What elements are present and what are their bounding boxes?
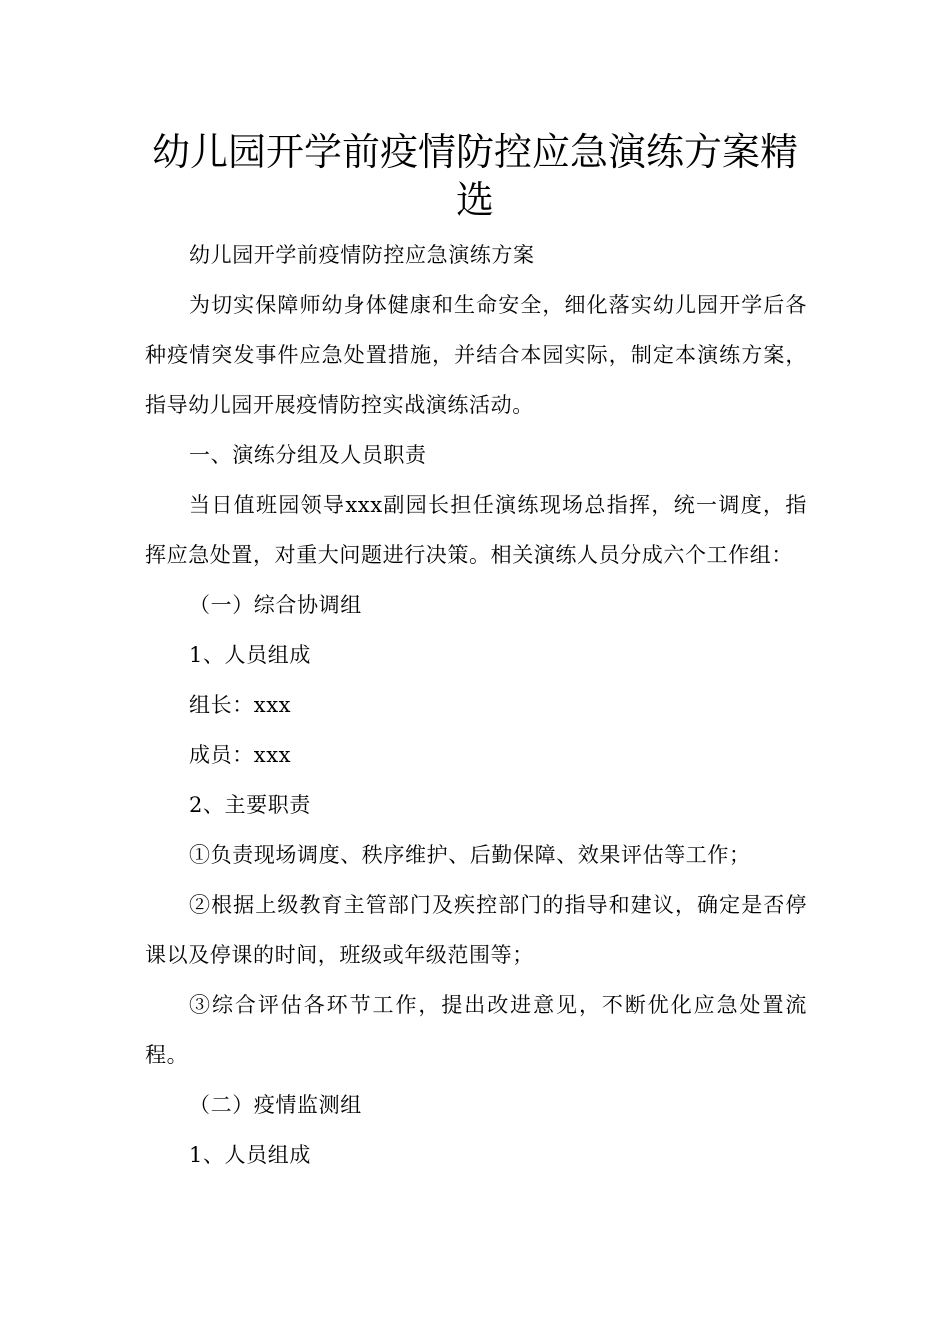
group-heading: （二）疫情监测组	[189, 1093, 362, 1117]
paragraph-subtitle: 幼儿园开学前疫情防控应急演练方案	[189, 243, 535, 267]
duty-item: ②根据上级教育主管部门及疾控部门的指导和建议，确定是否停课以及停课的时间，班级或年级范围等；	[145, 893, 807, 967]
item-heading: 1、人员组成	[189, 643, 311, 667]
paragraph-command: 当日值班园领导xxx副园长担任演练现场总指挥，统一调度，指挥应急处置，对重大问题进行决策。相关演练人员分成六个工作组：	[145, 493, 807, 567]
group-heading: （一）综合协调组	[189, 593, 362, 617]
leader-line: 组长：xxx	[189, 693, 292, 717]
item-heading: 2、主要职责	[189, 793, 311, 817]
duty-item: ①负责现场调度、秩序维护、后勤保障、效果评估等工作；	[189, 843, 751, 867]
duty-item: ③综合评估各环节工作，提出改进意见，不断优化应急处置流程。	[145, 993, 807, 1067]
item-heading: 1、人员组成	[189, 1143, 311, 1167]
document-body	[145, 230, 807, 1180]
section-heading: 一、演练分组及人员职责	[189, 443, 427, 467]
member-line: 成员：xxx	[189, 743, 292, 767]
paragraph-intro: 为切实保障师幼身体健康和生命安全，细化落实幼儿园开学后各种疫情突发事件应急处置措施，并结合本园实际，制定本演练方案，指导幼儿园开展疫情防控实战演练活动。	[145, 293, 807, 417]
document-title: 幼儿园开学前疫情防控应急演练方案精选	[151, 130, 798, 222]
